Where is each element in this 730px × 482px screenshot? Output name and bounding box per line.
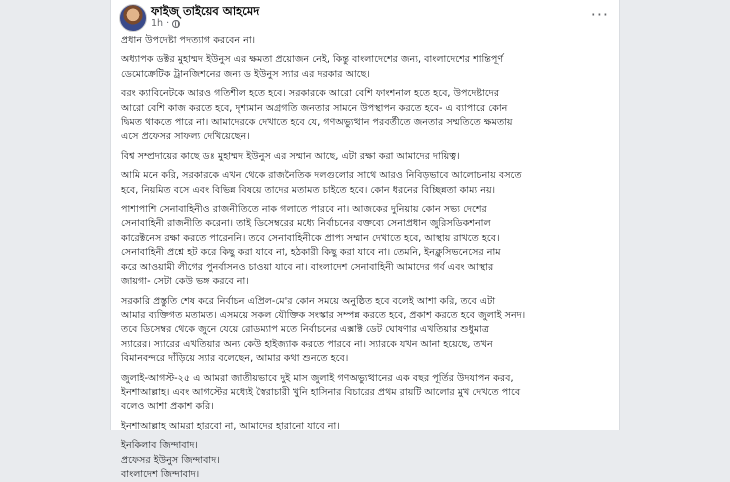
author-name[interactable]: ফাইজ্ তাইয়েব আহমেদ bbox=[151, 4, 260, 18]
post-paragraph: সরকারি প্রস্তুতি শেষ করে নির্বাচন এপ্রিল-মে'র কোন সময়ে অনুষ্ঠিত হবে বলেই আশা করি, তবে এটা আমার ব্যক্তিগত মতামত। এসময়ে সকল যৌক্তিক সংস্কার সম্পন্ন করতে হবে, প্রকাশ করতে হবে জুলাই সনদ। তবে ডিসেম্বর থেকে জুনে যেয়ে রোডম্যাপ মতে নির্বাচনের এক্সাক্ট ডেট ঘোষণার এখতিয়ার শুধুমাত্র স্যারের। স্যারের এখতিয়ার অন্য কেউ হাইজ্যাক করতে পারবে না। স্যারকে যখন আনা হয়েছে, তখন বিমানবন্দরে দাঁড়িয়ে স্যার বলেছেন, আমার কথা শুনতে হবে। bbox=[121, 295, 526, 365]
post-paragraph: ইনকিলাব জিন্দাবাদ। প্রফেসর ইউনুস জিন্দাবাদ। বাংলাদেশ জিন্দাবাদ। bbox=[121, 440, 220, 480]
post-paragraph: প্রধান উপদেষ্টা পদত্যাগ করবেন না। bbox=[121, 35, 256, 46]
post-paragraph: ইনশাআল্লাহ আমরা হারবো না, আমাদের হারানো যাবে না। bbox=[121, 420, 340, 432]
dot-separator: · bbox=[166, 18, 170, 29]
facebook-post-card bbox=[110, 0, 620, 480]
post-paragraph: বিশ্ব সম্প্রদায়ের কাছে ডঃ মুহাম্মদ ইউনুস এর সম্মান আছে, এটা রক্ষা করা আমাদের দায়িত্ব। bbox=[121, 150, 460, 162]
author-avatar[interactable] bbox=[119, 4, 147, 32]
post-paragraph: অধ্যাপক ডক্টর মুহাম্মদ ইউনুস এর ক্ষমতা প্রয়োজন নেই, কিন্তু বাংলাদেশের জন্য, বাংলাদেশের শান্তিপূর্ণ ডেমোক্রেটিক ট্রানজিশনের জন্য ড ইউনুস স্যার এর দরকার আছে। bbox=[121, 54, 504, 80]
globe-icon bbox=[172, 20, 180, 28]
post-paragraph: পাশাপাশি সেনাবাহিনীও রাজনীতিতে নাক গলাতে পারবে না। আজকের দুনিয়ায় কোন সভ্য দেশের সেনাবাহিনী রাজনীতি করেনা। তাই ডিসেম্বরের মধ্যে নির্বাচনের বক্তব্যে সেনাপ্রধান জুরিসডিকশনাল কারেক্টনেস রক্ষা করতে পারেননি। তবে সেনাবাহিনীকে প্রাপ্য সম্মান দেখাতে হবে, আস্থায় রাখতে হবে। সেনাবাহিনী প্রশ্নে হট করে কিছু করা যাবে না, হঠকারী কিছু করা যাবে না। তেমনি, ইনক্লুসিভনেসের নাম করে আওয়ামী লীগের পুনর্বাসনও চাওয়া যাবে না। বাংলাদেশ সেনাবাহিনী আমাদের গর্ব এবং আস্থার জায়গা- সেটা কেউ ভঙ্গ করবে না। bbox=[121, 204, 501, 288]
post-time[interactable]: 1h bbox=[151, 18, 164, 29]
post-paragraph: জুলাই-আগস্ট-২৫ এ আমরা জাতীয়ভাবে দুই মাস জুলাই গণঅভ্যুত্থানের এক বছর পূর্তির উদযাপন করব, ইনশাআল্লাহ। এবং আগস্টের মধ্যেই স্বৈরাচারী খুনি হাসিনার বিচারের প্রথম রায়টি আলোর মুখ দেখতে পাবে বলেও আশা প্রকাশ করি। bbox=[121, 372, 521, 413]
post-paragraph: আমি মনে করি, সরকারকে এখন থেকে রাজনৈতিক দলগুলোর সাথে আরও নিবিড়ভাবে আলোচনায় বসতে হবে, নিয়মিত বসে এবং বিভিন্ন বিষয়ে তাদের মতামত চাইতে হবে। কোন ধরনের বিচ্ছিন্নতা কাম্য নয়। bbox=[121, 170, 522, 196]
post-body bbox=[111, 34, 619, 482]
post-meta bbox=[151, 18, 180, 29]
post-header bbox=[111, 0, 619, 34]
more-options-icon[interactable]: ··· bbox=[590, 5, 609, 24]
post-paragraph: বরং ক্যাবিনেটকে আরও গতিশীল হতে হবে। সরকারকে আরো বেশি ফাংশনাল হতে হবে, উপদেষ্টাদের আরো বেশি কাজ করতে হবে, দৃশ্যমান অগ্রগতি জনতার সামনে উপস্থাপন করতে হবে- এ ব্যাপারে কোন দ্বিমত থাকতে পারে না। আমাদেরকে দেখাতে হবে যে, গণঅভ্যুত্থান পরবর্তীতে জনতার সম্মতিতে ক্ষমতায় এসে প্রফেসর সাফল্য দেখিয়েছেন। bbox=[121, 88, 513, 143]
